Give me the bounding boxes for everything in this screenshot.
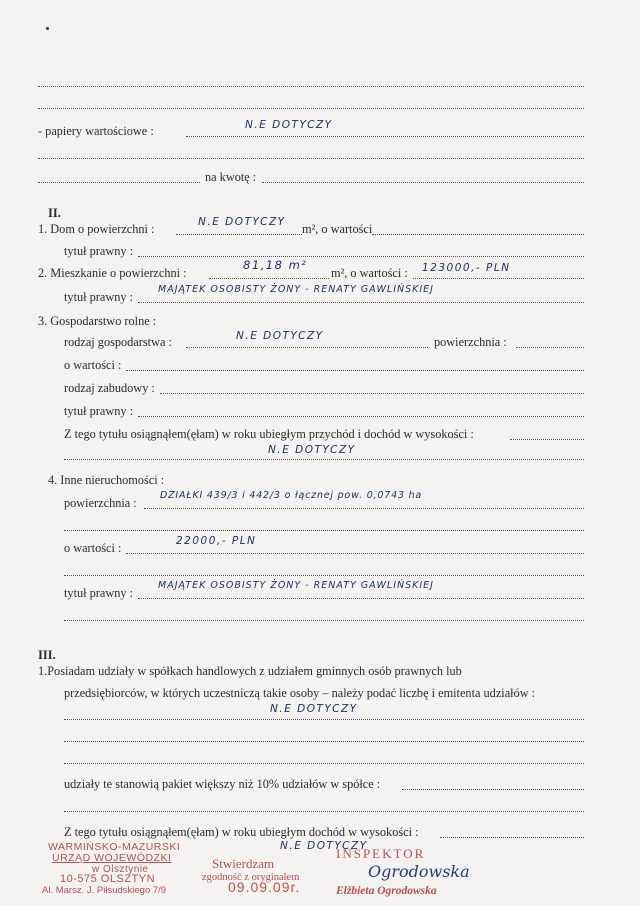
- udzialy-line1: 1.Posiadam udziały w spółkach handlowych z udziałem gminnych osób prawnych lub: [38, 664, 462, 678]
- stamp-office-line1: WARMIŃSKO-MAZURSKI: [48, 841, 181, 853]
- powierzchnia-label: powierzchnia :: [434, 335, 507, 349]
- inne-pow-label: powierzchnia :: [64, 496, 137, 510]
- dom-value: N.E DOTYCZY: [198, 216, 286, 228]
- stamp-office-line2: URZĄD WOJEWÓDZKI: [52, 852, 172, 864]
- dom-unit: m², o wartości: [302, 222, 373, 236]
- inne-wart-label: o wartości :: [64, 541, 122, 555]
- dochod-value: N.E DOTYCZY: [280, 840, 368, 852]
- o-wartosci-label: o wartości :: [64, 358, 122, 372]
- mieszkanie-value: 123000,- PLN: [422, 262, 511, 274]
- dotted-line: [138, 416, 584, 417]
- dotted-line: [372, 234, 584, 235]
- stamp-date: 09.09.09r.: [228, 879, 301, 895]
- dotted-line: [64, 741, 584, 742]
- dotted-line: [160, 393, 584, 394]
- dotted-line: [64, 811, 584, 812]
- section-2-heading: II.: [48, 206, 61, 220]
- stamp-inspektor: INSPEKTOR: [336, 846, 426, 861]
- stamp-zgodnosc: zgodność z oryginałem: [202, 872, 300, 883]
- dotted-line: [144, 508, 584, 509]
- inspector-signature: Ogrodowska: [368, 862, 470, 881]
- dotted-line: [440, 837, 584, 838]
- dotted-line: [413, 278, 584, 279]
- rodzaj-value: N.E DOTYCZY: [236, 330, 324, 342]
- stamp-stwierdzam: Stwierdzam: [212, 856, 275, 871]
- dotted-line: [64, 530, 584, 531]
- zabudowy-label: rodzaj zabudowy :: [64, 381, 155, 395]
- gosp-tytul-label: tytuł prawny :: [64, 404, 133, 418]
- stamp-office-line3: w Olsztynie: [92, 864, 149, 875]
- dotted-line: [402, 789, 584, 790]
- dom-tytul-label: tytuł prawny :: [64, 244, 133, 258]
- dotted-line: [64, 459, 584, 460]
- rodzaj-label: rodzaj gospodarstwa :: [64, 335, 172, 349]
- dotted-line: [176, 234, 302, 235]
- dotted-line: [38, 158, 584, 159]
- papiery-label: - papiery wartościowe :: [38, 124, 154, 138]
- dotted-line: [209, 278, 329, 279]
- udzialy-line2: przedsiębiorców, w których uczestniczą takie osoby – należy podać liczbę i emitenta udziałów :: [64, 686, 536, 700]
- dotted-line: [138, 302, 584, 303]
- dotted-line: [126, 370, 584, 371]
- dotted-line: [138, 598, 584, 599]
- stamp-inspector-name: Elżbieta Ogrodowska: [336, 885, 437, 897]
- inne-wart-value: 22000,- PLN: [176, 535, 257, 547]
- dotted-line: [510, 439, 584, 440]
- dotted-line: [126, 553, 584, 554]
- dotted-line: [516, 347, 584, 348]
- udzialy-value: N.E DOTYCZY: [270, 703, 358, 715]
- dotted-line: [262, 182, 584, 183]
- dochod-label: Z tego tytułu osiągnąłem(ęłam) w roku ubiegłym dochód w wysokości :: [64, 825, 419, 839]
- section-3-heading: III.: [38, 648, 56, 662]
- gospodarstwo-label: 3. Gospodarstwo rolne :: [38, 314, 157, 328]
- inne-tytul-value: MAJĄTEK OSOBISTY ŻONY - RENATY GAWLIŃSKIEJ: [158, 580, 434, 591]
- dotted-line: [64, 763, 584, 764]
- mieszkanie-tytul-label: tytuł prawny :: [64, 290, 133, 304]
- mieszkanie-label: 2. Mieszkanie o powierzchni :: [38, 266, 187, 280]
- pakiet-label: udziały te stanowią pakiet większy niż 10% udziałów w spółce :: [64, 777, 381, 791]
- inne-label: 4. Inne nieruchomości :: [48, 473, 165, 487]
- dotted-line: [138, 256, 584, 257]
- dotted-line: [64, 719, 584, 720]
- dotted-line: [38, 108, 584, 109]
- mieszkanie-unit: m², o wartości :: [331, 266, 408, 280]
- kwote-label: na kwotę :: [205, 170, 257, 184]
- mieszkanie-tytul-value: MAJĄTEK OSOBISTY ŻONY - RENATY GAWLIŃSKIEJ: [158, 284, 434, 295]
- stamp-office-line5: Al. Marsz. J. Piłsudskiego 7/9: [42, 885, 167, 896]
- dotted-line: [186, 347, 428, 348]
- dotted-line: [64, 575, 584, 576]
- dom-label: 1. Dom o powierzchni :: [38, 222, 155, 236]
- dotted-line: [64, 620, 584, 621]
- dotted-line: [186, 136, 584, 137]
- inne-pow-value: DZIAŁKI 439/3 i 442/3 o łącznej pow. 0,0743 ha: [160, 490, 423, 501]
- stamp-office-line4: 10-575 OLSZTYN: [60, 873, 156, 885]
- dotted-line: [38, 182, 200, 183]
- przychod-value: N.E DOTYCZY: [268, 444, 356, 456]
- przychod-label: Z tego tytułu osiągnąłem(ęłam) w roku ubiegłym przychód i dochód w wysokości :: [64, 427, 474, 441]
- papiery-value: N.E DOTYCZY: [245, 119, 333, 131]
- mieszkanie-area: 81,18 m²: [243, 258, 308, 272]
- speck: [46, 27, 49, 30]
- dotted-line: [38, 86, 584, 87]
- inne-tytul-label: tytuł prawny :: [64, 586, 133, 600]
